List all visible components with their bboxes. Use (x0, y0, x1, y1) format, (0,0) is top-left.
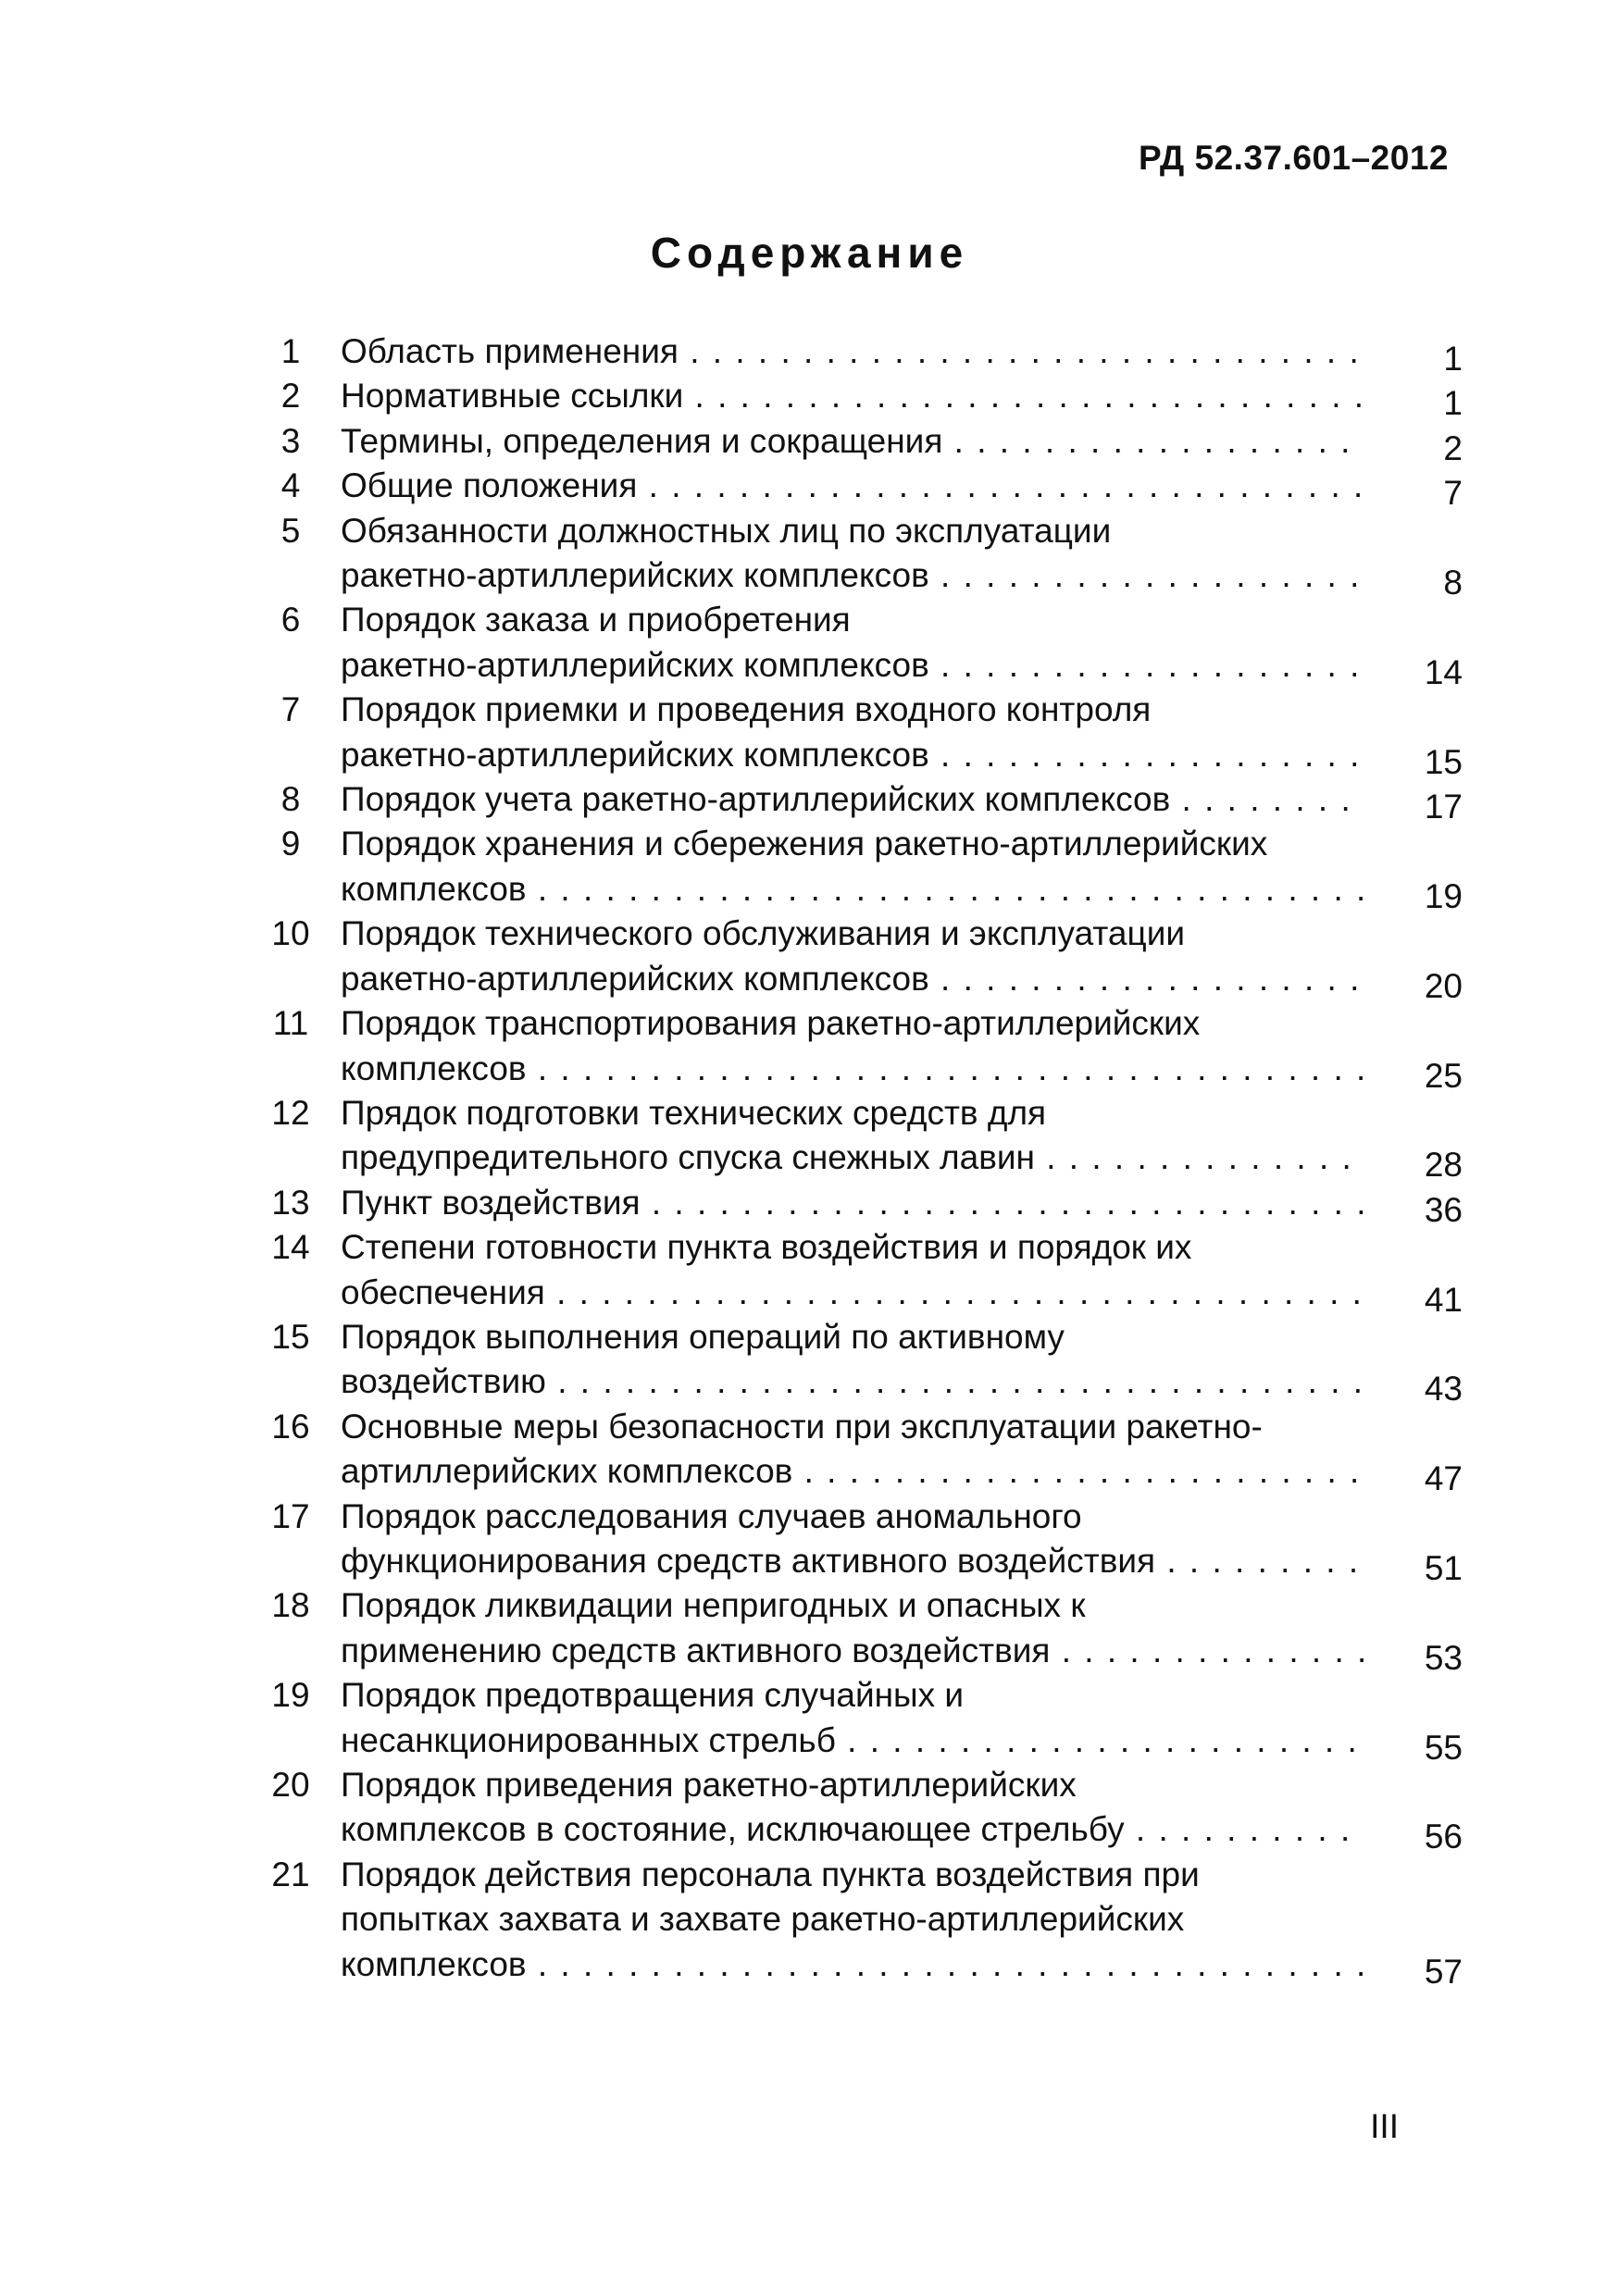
toc-entry (241, 1583, 1463, 1677)
toc-entry-title-line: Степени готовности пункта воздействия и порядок их (341, 1228, 1192, 1267)
toc-entry (241, 1225, 1463, 1319)
toc-entry-title (341, 1853, 1364, 1987)
toc-entry-title (341, 1315, 1364, 1405)
toc-entry-page: 8 (1443, 564, 1463, 602)
toc-entry-title-line: Порядок действия персонала пункта воздействия при (341, 1855, 1200, 1893)
toc-entry-title (341, 688, 1364, 777)
toc-entry-title-line: несанкционированных стрельб . . . (341, 1719, 1364, 1763)
toc-entry-page: 41 (1424, 1280, 1463, 1319)
toc-entry-page: 20 (1424, 966, 1463, 1005)
toc-entry-number: 12 (271, 1093, 310, 1132)
toc-entry-title-line: Порядок учета ракетно-артиллерийских комплексов . . . (341, 777, 1364, 822)
toc-entry-number: 2 (280, 377, 301, 416)
toc-entry-title (341, 1583, 1364, 1673)
toc-entry-title-line: Порядок технического обслуживания и эксплуатации (341, 914, 1186, 953)
toc-entry (241, 912, 1463, 1005)
toc-entry-title-line: Прядок подготовки технических средств для (341, 1093, 1047, 1132)
toc-entry-title-line: воздействию . . . (341, 1359, 1364, 1404)
toc-entry-title (341, 509, 1364, 599)
toc-entry-page: 2 (1443, 428, 1463, 467)
toc-entry-page: 55 (1424, 1728, 1463, 1767)
toc-entry-page: 1 (1443, 340, 1463, 378)
toc-entry-title-line: применению средств активного воздействия . . . (341, 1629, 1364, 1673)
toc-entry-title-line: Порядок расследования случаев аномального (341, 1496, 1082, 1535)
toc-entry-page: 51 (1424, 1548, 1463, 1587)
toc-entry-number: 16 (271, 1407, 310, 1446)
toc-entry-title-line: Пункт воздействия . . . (341, 1181, 1364, 1225)
toc-entry (241, 1181, 1463, 1229)
toc-entry-number: 10 (271, 914, 310, 953)
toc-entry-number: 20 (271, 1766, 310, 1804)
toc-entry (241, 419, 1463, 467)
toc-entry-title (341, 822, 1364, 912)
toc-entry (241, 598, 1463, 691)
toc-entry-title-line: комплексов . . . (341, 1047, 1364, 1091)
toc-entry-number: 21 (271, 1855, 310, 1893)
toc-entry-title (341, 1405, 1364, 1495)
toc-entry-title-line: предупредительного спуска снежных лавин . . . (341, 1136, 1364, 1180)
toc-entry (241, 329, 1463, 378)
toc-entry-title-line: Обязанности должностных лиц по эксплуатации (341, 511, 1112, 550)
toc-entry-number: 7 (280, 690, 301, 729)
toc-entry-title-line: артиллерийских комплексов . . . (341, 1449, 1364, 1494)
toc-entry-title-line: ракетно-артиллерийских комплексов . . . (341, 957, 1364, 1001)
toc-entry-title (341, 374, 1364, 418)
toc-entry-title (341, 1763, 1364, 1853)
toc-entry-title-line: Порядок ликвидации непригодных и опасных к (341, 1586, 1086, 1625)
toc-entry-page: 36 (1424, 1190, 1463, 1229)
toc-entry-title-line: комплексов в состояние, исключающее стрельбу . . . (341, 1807, 1364, 1852)
toc-entry-number: 15 (271, 1317, 310, 1356)
toc-entry-title-line: Порядок выполнения операций по активному (341, 1317, 1065, 1356)
toc-entry (241, 1315, 1463, 1409)
toc-entry-number: 14 (271, 1228, 310, 1267)
toc-entry (241, 1853, 1463, 1991)
toc-entry-page: 47 (1424, 1459, 1463, 1498)
toc-entry-number: 13 (271, 1183, 310, 1222)
toc-entry-number: 19 (271, 1676, 310, 1715)
toc-entry-page: 14 (1424, 652, 1463, 691)
toc-entry (241, 1091, 1463, 1185)
toc-entry-number: 5 (280, 511, 301, 550)
toc-entry-title-line: Порядок заказа и приобретения (341, 601, 851, 639)
toc-entry-page: 56 (1424, 1818, 1463, 1856)
page-title: Содержание (650, 229, 969, 277)
toc-entry-title (341, 598, 1364, 688)
toc-entry-title (341, 419, 1364, 464)
toc-entry-title-line: комплексов . . . (341, 867, 1364, 912)
toc-entry (241, 777, 1463, 826)
toc-entry-title-line: ракетно-артиллерийских комплексов . . . (341, 553, 1364, 598)
toc-entry-title (341, 1495, 1364, 1584)
toc-entry (241, 374, 1463, 423)
toc-entry-number: 8 (280, 780, 301, 819)
toc-entry-title (341, 912, 1364, 1001)
toc-entry-title-line: Порядок хранения и сбережения ракетно-артиллерийских (341, 825, 1268, 863)
toc-entry-title-line: обеспечения . . . (341, 1271, 1364, 1315)
toc-entry (241, 464, 1463, 513)
toc-entry-title-line: Порядок предотвращения случайных и (341, 1676, 965, 1715)
toc-entry-title-line: Порядок приведения ракетно-артиллерийских (341, 1766, 1077, 1804)
toc-entry-title-line: ракетно-артиллерийских комплексов . . . (341, 733, 1364, 777)
toc-entry (241, 1405, 1463, 1498)
toc-entry (241, 509, 1463, 602)
toc-entry-title-line: попытках захвата и захвате ракетно-артиллерийских (341, 1900, 1185, 1939)
toc-entry-title-line: Нормативные ссылки . . . (341, 374, 1364, 418)
toc-entry-page: 17 (1424, 788, 1463, 826)
toc-entry-title (341, 1001, 1364, 1091)
toc-entry-title-line: ракетно-артиллерийских комплексов . . . (341, 643, 1364, 688)
toc-entry-page: 15 (1424, 742, 1463, 781)
toc-entry-title (341, 1181, 1364, 1225)
toc-entry-title-line: Порядок транспортирования ракетно-артиллерийских (341, 1004, 1201, 1043)
toc-entry-title (341, 1225, 1364, 1315)
toc-entry-page: 1 (1443, 384, 1463, 423)
toc-entry (241, 1495, 1463, 1587)
toc-entry-title-line: Область применения . . . (341, 329, 1364, 374)
toc-entry-number: 9 (280, 825, 301, 863)
toc-entry-number: 6 (280, 601, 301, 639)
toc-entry-title-line: комплексов . . . (341, 1942, 1364, 1987)
toc-entry-number: 1 (280, 332, 301, 370)
toc-entry-title-line: Порядок приемки и проведения входного контроля (341, 690, 1152, 729)
toc-entry-page: 19 (1424, 876, 1463, 915)
toc-entry-page: 53 (1424, 1638, 1463, 1677)
table-of-contents (241, 329, 1463, 1991)
toc-entry-number: 17 (271, 1496, 310, 1535)
toc-entry-page: 28 (1424, 1146, 1463, 1185)
toc-entry-page: 7 (1443, 474, 1463, 513)
toc-entry-title (341, 464, 1364, 508)
toc-entry-title (341, 329, 1364, 374)
document-code: РД 52.37.601–2012 (1139, 139, 1449, 177)
toc-entry-page: 57 (1424, 1952, 1463, 1991)
toc-entry-title (341, 1673, 1364, 1763)
toc-entry-page: 25 (1424, 1056, 1463, 1095)
toc-entry (241, 1673, 1463, 1767)
toc-entry-title-line: Общие положения . . . (341, 464, 1364, 508)
toc-entry-title-line: Основные меры безопасности при эксплуатации ракетно- (341, 1407, 1263, 1446)
toc-entry (241, 688, 1463, 781)
toc-entry-number: 18 (271, 1586, 310, 1625)
toc-entry-title-line: Термины, определения и сокращения . . . (341, 419, 1364, 464)
toc-entry-number: 3 (280, 421, 301, 460)
toc-entry-page: 43 (1424, 1370, 1463, 1409)
toc-entry (241, 822, 1463, 915)
toc-entry (241, 1763, 1463, 1856)
toc-entry-number: 4 (280, 466, 301, 505)
toc-entry (241, 1001, 1463, 1095)
toc-entry-number: 11 (272, 1004, 309, 1043)
toc-entry-title-line: функционирования средств активного воздействия . . . (341, 1539, 1364, 1583)
page-number: III (1370, 2107, 1399, 2145)
toc-entry-title (341, 777, 1364, 822)
toc-entry-title (341, 1091, 1364, 1181)
